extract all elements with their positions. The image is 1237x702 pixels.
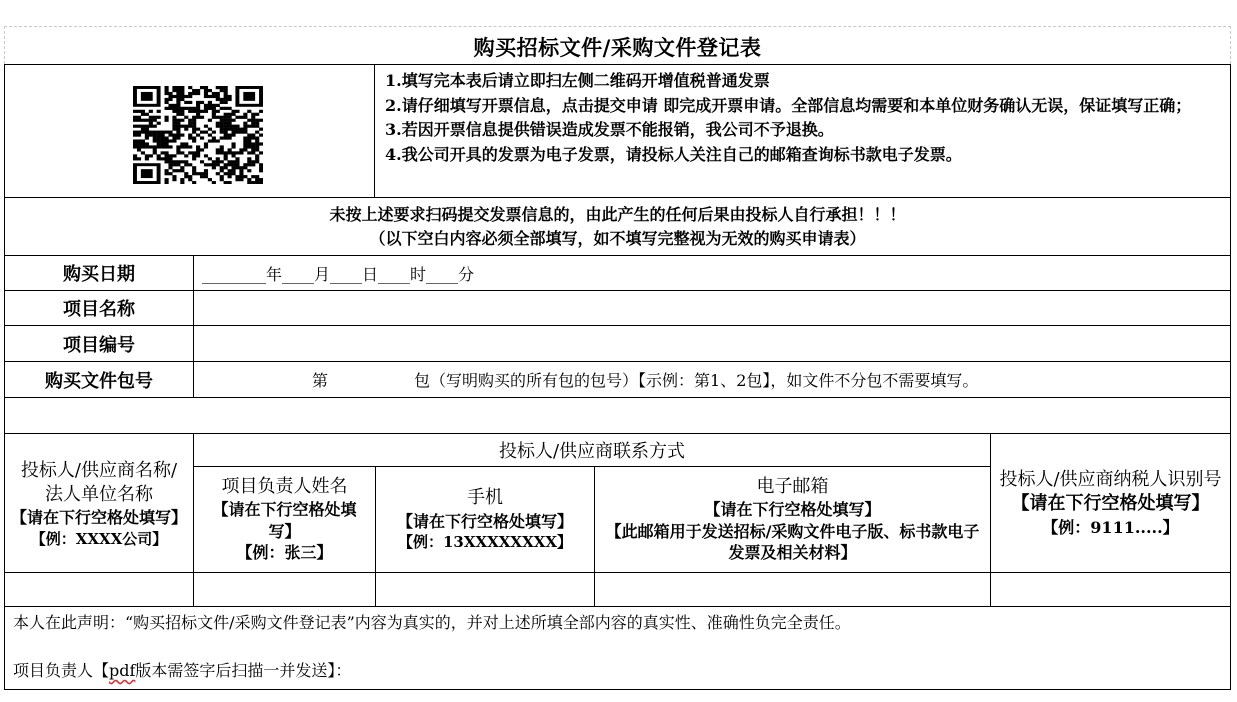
- date-field[interactable]: ________年____月____日____时____分: [193, 255, 1231, 291]
- manager-name-input[interactable]: [193, 572, 376, 607]
- contact-group-header: [193, 433, 991, 467]
- package-prefix: 第: [312, 371, 329, 390]
- contact-group-title: 投标人/供应商联系方式: [498, 441, 686, 462]
- blank-row: [4, 397, 1231, 434]
- phone-example: 【例：13XXXXXXXX】: [398, 533, 572, 552]
- project-number-label: 项目编号: [4, 325, 194, 362]
- declaration-cell: [4, 606, 1231, 690]
- manager-title: 项目负责人姓名: [221, 475, 348, 497]
- taxid-hint: 【请在下行空格处填写】: [1011, 493, 1210, 515]
- title-area: [4, 26, 1231, 64]
- bidder-name-title: 投标人/供应商名称/法人单位名称: [20, 459, 178, 506]
- package-suffix: 包（写明购买的所有包的包号）【示例：第1、2包】，如文件不分包不需要填写。: [414, 371, 979, 390]
- taxid-input[interactable]: [990, 572, 1231, 607]
- project-number-field[interactable]: [193, 325, 1231, 362]
- signature-prefix: 项目负责人【: [13, 661, 110, 680]
- instructions-cell: [374, 64, 1231, 198]
- phone-header: [375, 466, 595, 573]
- taxid-title: 投标人/供应商纳税人识别号: [999, 468, 1222, 490]
- email-title: 电子邮箱: [756, 475, 829, 497]
- signature-pdf: pdf: [109, 661, 136, 680]
- manager-hint: 【请在下行空格处填写】: [212, 500, 357, 541]
- email-note: 【此邮箱用于发送招标/采购文件电子版、标书款电子发票及相关材料】: [605, 521, 980, 563]
- bidder-name-input[interactable]: [4, 572, 194, 607]
- signature-suffix: 版本需签字后扫描一并发送】：: [135, 661, 352, 680]
- instruction-2: 2.请仔细填写开票信息，点击提交申请 即完成开票申请。全部信息均需要和本单位财务确认无误，保证填写正确；: [385, 95, 1192, 115]
- package-label: 购买文件包号: [4, 361, 194, 398]
- phone-hint: 【请在下行空格处填写】: [396, 511, 573, 531]
- manager-example: 【例：张三】: [236, 543, 333, 563]
- taxid-example: 【例：9111.....】: [1042, 517, 1179, 537]
- instruction-4: 4.我公司开具的发票为电子发票，请投标人关注自己的邮箱查询标书款电子发票。: [385, 144, 962, 164]
- package-field[interactable]: [193, 361, 1231, 398]
- instruction-3: 3.若因开票信息提供错误造成发票不能报销，我公司不予退换。: [385, 120, 834, 139]
- email-header: [594, 466, 991, 573]
- notice-line-1: 未按上述要求扫码提交发票信息的，由此产生的任何后果由投标人自行承担！！！: [329, 205, 906, 224]
- email-hint: 【请在下行空格处填写】: [704, 500, 881, 520]
- instruction-1: 1.填写完本表后请立即扫左侧二维码开增值税普通发票: [385, 71, 770, 90]
- form-title: 购买招标文件/采购文件登记表: [473, 35, 762, 60]
- bidder-name-header: [4, 433, 194, 573]
- date-label: 购买日期: [4, 255, 194, 291]
- project-name-label: 项目名称: [4, 290, 194, 326]
- phone-input[interactable]: [375, 572, 595, 607]
- qr-code-icon: [133, 86, 263, 184]
- email-input[interactable]: [594, 572, 991, 607]
- notice-cell: [4, 197, 1231, 256]
- notice-line-2: （以下空白内容必须全部填写，如不填写完整视为无效的购买申请表）: [369, 229, 866, 248]
- taxid-header: [990, 433, 1231, 573]
- signature-line[interactable]: [13, 659, 1222, 683]
- declaration-statement: 本人在此声明：“购买招标文件/采购文件登记表”内容为真实的，并对上述所填全部内容的真实性、准确性负完全责任。: [13, 613, 851, 632]
- project-name-field[interactable]: [193, 290, 1231, 326]
- bidder-name-example: 【例：XXXX公司】: [30, 529, 168, 548]
- bidder-name-hint: 【请在下行空格处填写】: [11, 508, 188, 528]
- manager-header: [193, 466, 376, 573]
- phone-title: 手机: [467, 487, 503, 509]
